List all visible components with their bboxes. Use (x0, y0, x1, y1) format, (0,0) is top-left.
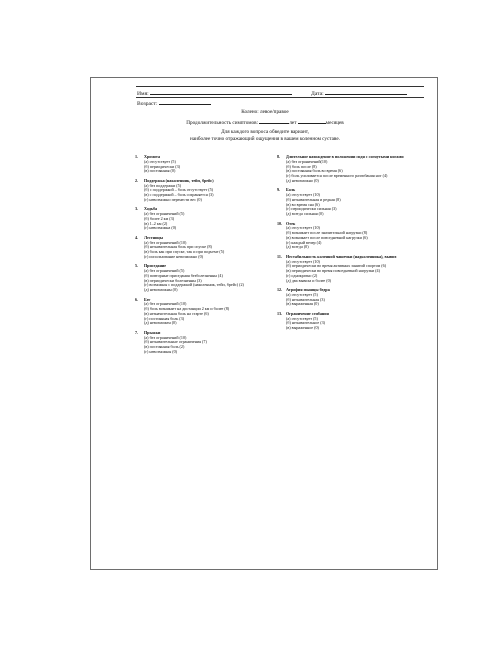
answer-option[interactable]: (в) постоянная боль (2) (144, 344, 185, 349)
answer-option[interactable]: (д) два вывиха и более (0) (286, 277, 332, 283)
question-title-text: Лестницы (144, 234, 163, 240)
instruction-line-2: наиболее точно отражающий ощущения в вашем коленном суставе. (190, 136, 340, 142)
question-number: 10. (277, 220, 283, 226)
question-7 (135, 331, 269, 355)
answer-option[interactable]: (г) каждый вечер (4) (286, 239, 322, 245)
answer-option[interactable]: (в) боль как при спуске, так и при подъеме (5) (144, 249, 225, 254)
answer-option[interactable]: (б) периодически (3) (144, 163, 181, 169)
date-field[interactable] (311, 89, 407, 97)
years-label: лет (289, 120, 297, 126)
answer-option[interactable]: (а) отсутствует (5) (286, 291, 318, 297)
question-8 (277, 155, 411, 184)
answer-option[interactable]: (в) во время сна (6) (286, 201, 320, 207)
question-number: 6. (135, 296, 139, 302)
answer-option[interactable]: (б) боль после (8) (286, 163, 317, 169)
answer-option[interactable]: (в) с поддержкой – боль сохраняется (3) (144, 192, 214, 197)
answer-option[interactable]: (а) отсутствует (10) (286, 192, 320, 197)
answer-option[interactable]: (б) с поддержкой – боль отсутствует (5) (144, 187, 214, 193)
answer-option[interactable]: (в) выраженное (0) (286, 325, 319, 330)
duration-prefix: Продолжительность симптомов: (186, 120, 259, 126)
answer-option[interactable]: (д) невозможны (0) (144, 287, 178, 292)
question-title-text: Прыжки (144, 329, 161, 335)
answer-option[interactable]: (г) использование невозможно (0) (144, 253, 204, 259)
answer-option[interactable]: (г) возможны с поддержкой (наколенник, тейп, брейс) (2) (144, 282, 244, 288)
answer-option[interactable]: (в) незначительная боль на старте (6) (144, 310, 209, 316)
question-title-text: Боль (286, 187, 296, 193)
question-title-text: Поддержка (наколенник, тейп, брейс) (144, 177, 214, 183)
name-blank[interactable] (150, 89, 292, 95)
question-12 (277, 288, 411, 307)
answer-option[interactable]: (в) постоянная боль во время (6) (286, 168, 343, 174)
question-title-text: Ограничение сгибания (286, 310, 329, 316)
answer-option[interactable]: (д) всегда (0) (286, 244, 309, 250)
date-blank[interactable] (325, 89, 407, 95)
answer-option[interactable]: (а) без ограничений (10) (144, 301, 187, 307)
months-blank[interactable] (298, 118, 326, 124)
questions-right-column (277, 155, 411, 336)
knee-side: Колено: левое/правое (241, 109, 289, 115)
header-rule (136, 97, 424, 98)
question-title-text: Приседание (144, 263, 167, 269)
age-blank[interactable] (159, 99, 211, 105)
answer-option[interactable]: (а) без ограничений(10) (286, 158, 328, 164)
name-field[interactable] (137, 89, 292, 97)
answer-option[interactable]: (г) невозможны (0) (144, 348, 178, 354)
answer-option[interactable]: (д) невозможно (0) (286, 177, 319, 183)
name-label: Имя: (137, 91, 149, 97)
question-title-text: Нестабильность коленной чашечки (надколенника), вывих (286, 253, 397, 259)
answer-option[interactable]: (г) периодически сильная (3) (286, 206, 337, 212)
answer-option[interactable]: (в) постоянная (0) (144, 168, 176, 174)
years-blank[interactable] (259, 118, 289, 124)
question-2 (135, 179, 269, 203)
answer-option[interactable]: (а) без ограничений (10) (144, 239, 187, 245)
months-label: месяцев (325, 120, 344, 126)
answer-option[interactable]: (а) отсутствует (5) (144, 158, 176, 164)
question-4 (135, 236, 269, 260)
top-rule (136, 86, 424, 87)
question-number: 9. (277, 187, 281, 193)
answer-option[interactable]: (в) выраженная (0) (286, 301, 319, 307)
question-number: 7. (135, 329, 139, 335)
question-title-text: Длительное нахождение в положении сидя с согнутыми ногами (286, 154, 404, 159)
answer-option[interactable]: (б) незначительное (3) (286, 320, 326, 326)
age-field[interactable] (137, 99, 211, 107)
answer-option[interactable]: (г) однократно (2) (286, 272, 318, 278)
question-number: 3. (135, 206, 139, 212)
question-number: 4. (135, 234, 139, 240)
answer-option[interactable]: (а) без ограничений (5) (144, 268, 185, 273)
question-10 (277, 222, 411, 251)
answer-option[interactable]: (б) более 2 км (3) (144, 215, 175, 221)
answer-option[interactable]: (б) незначительная боль при спуске (8) (144, 244, 212, 250)
answer-option[interactable]: (г) невозможна (0) (144, 225, 177, 231)
question-title-text: Отек (286, 220, 296, 226)
age-label: Возраст: (137, 101, 158, 107)
question-title-text: Хромота (144, 154, 161, 159)
answer-option[interactable]: (а) без ограничений (5) (144, 211, 185, 216)
answer-option[interactable]: (б) повторные приседания безболезненны (4) (144, 272, 223, 278)
questions-left-column (135, 155, 269, 359)
question-1 (135, 155, 269, 174)
answer-option[interactable]: (г) постоянная боль (3) (144, 315, 185, 321)
question-6 (135, 298, 269, 327)
answer-option[interactable]: (а) без поддержки (5) (144, 182, 182, 188)
question-number: 12. (277, 287, 283, 292)
answer-option[interactable]: (б) боль возникает на дистанции 2 км и более (8) (144, 306, 230, 311)
answer-option[interactable]: (а) отсутствует (10) (286, 225, 320, 231)
question-5 (135, 264, 269, 293)
date-label: Дата: (311, 91, 324, 97)
answer-option[interactable]: (б) возникает после значительной нагрузки (8) (286, 230, 368, 235)
questionnaire-page (90, 77, 438, 570)
answer-option[interactable]: (б) периодически во время активных занятий спортом (6) (286, 263, 387, 269)
answer-option[interactable]: (г) невозможно перенести вес (0) (144, 196, 202, 202)
answer-option[interactable]: (в) возникает после повседневной нагрузки (6) (286, 234, 368, 240)
question-number: 1. (135, 154, 139, 159)
question-title-text: Бег (144, 296, 151, 302)
question-number: 8. (277, 154, 281, 159)
answer-option[interactable]: (а) отсутствует (10) (286, 258, 320, 264)
instruction-line-1: Для каждого вопроса обведите вариант, (221, 129, 309, 135)
question-title-text: Атрофия мышцы бедра (286, 287, 330, 292)
question-number: 5. (135, 263, 139, 269)
answer-option[interactable]: (б) незначительная (3) (286, 296, 325, 302)
answer-option[interactable]: (а) отсутствует (5) (286, 315, 318, 321)
answer-option[interactable]: (б) незначительные ограничения (7) (144, 339, 207, 345)
question-number: 11. (277, 253, 282, 259)
question-number: 13. (277, 310, 283, 316)
question-title-text: Ходьба (144, 206, 158, 212)
question-11 (277, 255, 411, 284)
answer-option[interactable]: (б) незначительная и редкая (8) (286, 196, 341, 202)
answer-option[interactable]: (а) без ограничений (10) (144, 334, 187, 340)
answer-option[interactable]: (в) 1–2 км (2) (144, 220, 168, 226)
answer-option[interactable]: (г) боль усиливается после временного разгибания ног (4) (286, 173, 388, 178)
question-9 (277, 188, 411, 217)
answer-option[interactable]: (в) периодически болезненны (3) (144, 277, 202, 283)
question-number: 2. (135, 177, 139, 183)
question-13 (277, 312, 411, 331)
answer-option[interactable]: (д) невозможен (0) (144, 320, 177, 326)
answer-option[interactable]: (в) периодически во время повседневной нагрузки (4) (286, 268, 380, 273)
question-3 (135, 207, 269, 231)
answer-option[interactable]: (д) всегда сильная (0) (286, 211, 324, 216)
symptom-duration (91, 118, 438, 126)
